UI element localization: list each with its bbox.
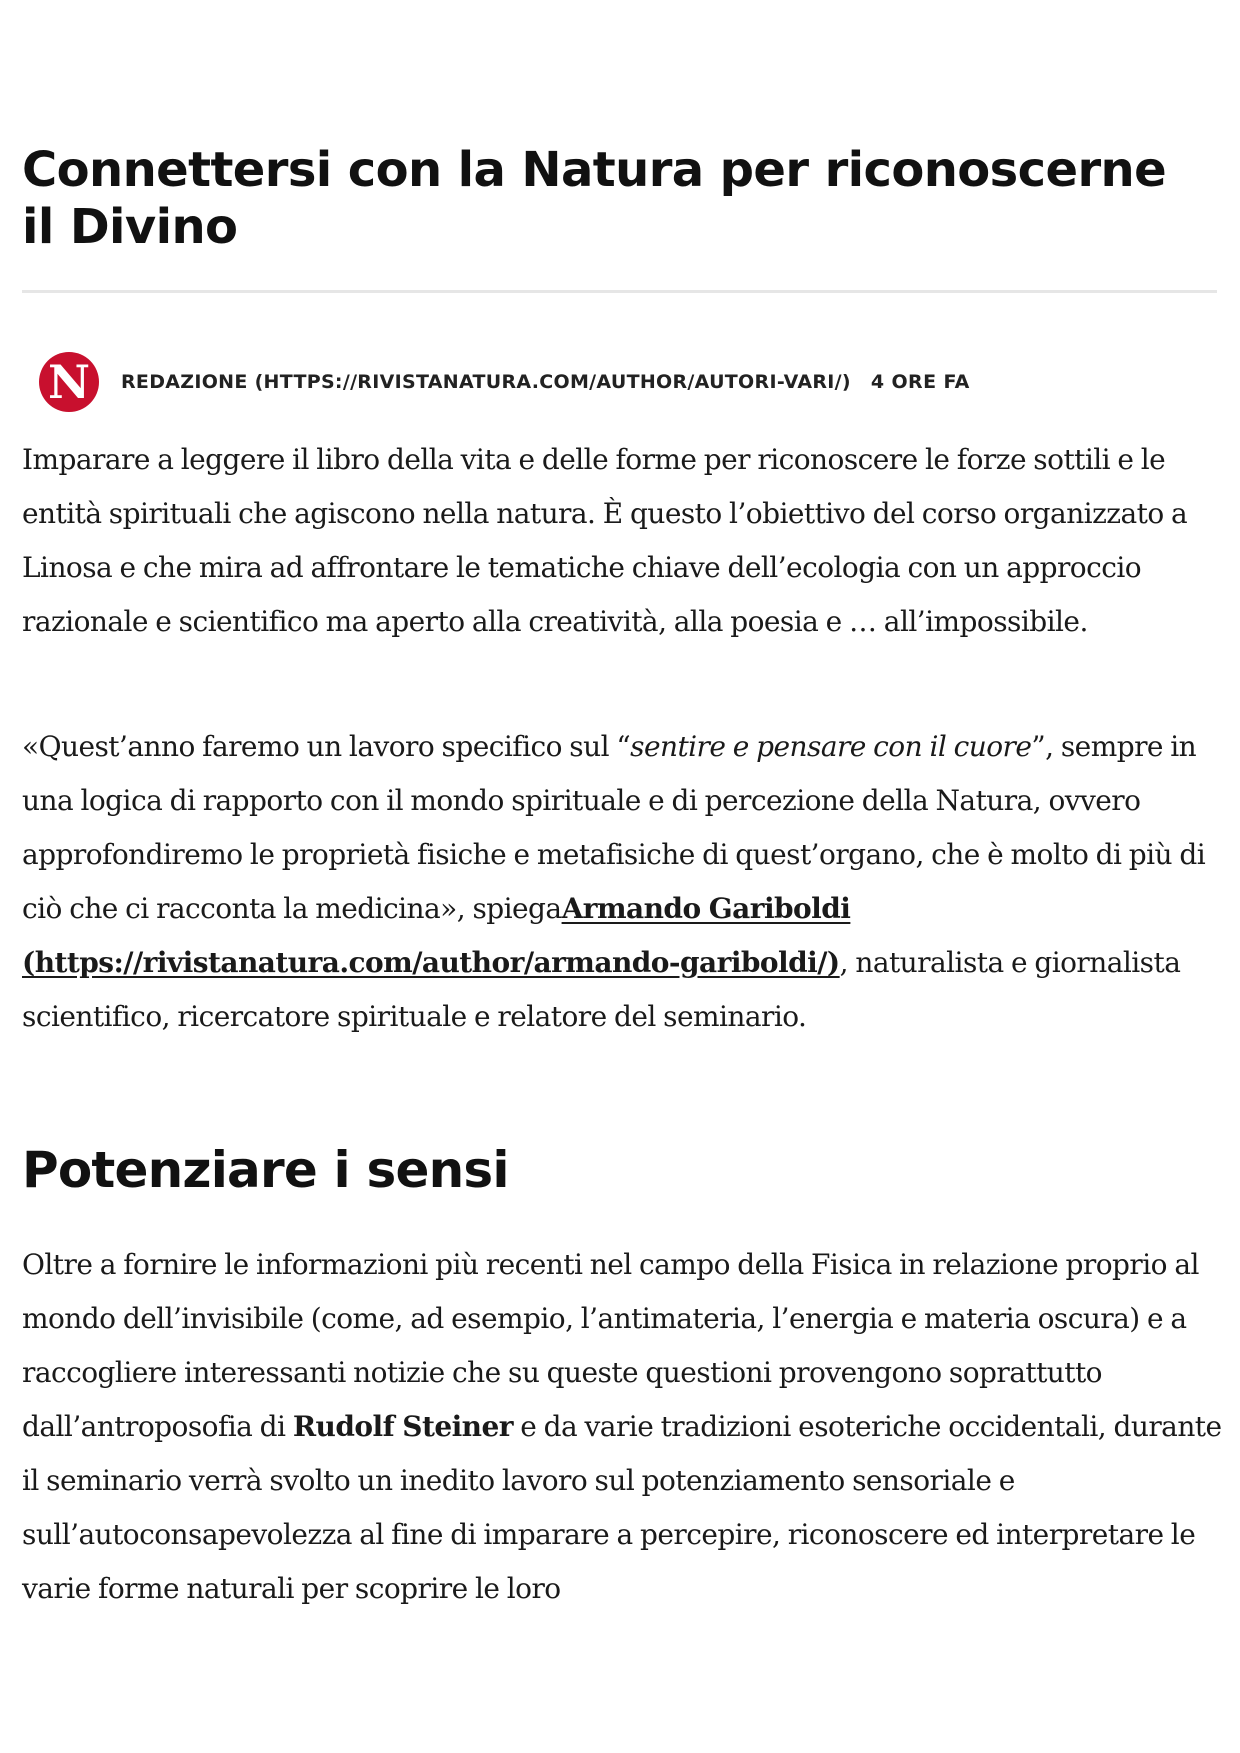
quote-text-end: , naturalista e giornalista scientifico, ricercatore spirituale e relatore del seminario. [22, 946, 1181, 1033]
paragraph-intro: Imparare a leggere il libro della vita e delle forme per riconoscere le forze sottili e le entità spirituali che agiscono nella natura. È questo l’obiettivo del corso organizzato a Linosa e che mira ad affrontare le tematiche chiave dell’ecologia con un approccio razionale e scientifico ma aperto alla creatività, alla poesia e … all’impossibile. [22, 443, 1188, 638]
svg-text:N: N [47, 355, 91, 409]
quote-emphasis: sentire e pensare con il cuore [630, 730, 1032, 763]
steiner-name: Rudolf Steiner [292, 1410, 513, 1443]
quote-text-middle: ”, sempre in una logica di rapporto con il mondo spirituale e di percezione della Natura, ovvero approfondiremo le proprietà fisiche e metafisiche di quest’organo, che è molto di più di ciò che ci racconta la medicina», spiega [22, 730, 1206, 925]
n-letter-icon [39, 352, 99, 412]
paragraph-quote [22, 720, 1222, 1044]
author-gariboldi-link[interactable]: Armando Gariboldi (https://rivistanatura.com/author/armando-gariboldi/) [22, 892, 851, 979]
senses-text-end: e da varie tradizioni esoteriche occidentali, durante il seminario verrà svolto un inedito lavoro sul potenziamento sensoriale e sull’autoconsapevolezza al fine di imparare a percepire, riconoscere ed interpretare le varie forme naturali per scoprire le loro [22, 1410, 1222, 1605]
byline [39, 352, 970, 412]
author-link[interactable]: REDAZIONE (HTTPS://RIVISTANATURA.COM/AUTHOR/AUTORI-VARI/) [121, 371, 851, 393]
publish-time: 4 ORE FA [870, 371, 970, 393]
section-heading: Potenziare i sensi [22, 1141, 509, 1199]
quote-text-start: «Quest’anno faremo un lavoro specifico sul “ [22, 730, 631, 763]
paragraph-senses [22, 1238, 1222, 1616]
publisher-logo-icon [39, 352, 99, 412]
senses-text-start: Oltre a fornire le informazioni più recenti nel campo della Fisica in relazione proprio al mondo dell’invisibile (come, ad esempio, l’antimateria, l’energia e materia oscura) e a raccogliere interessanti notizie che su queste questioni provengono soprattutto dall’antroposofia di [22, 1248, 1199, 1443]
article-title: Connettersi con la Natura per riconoscerne il Divino [22, 142, 1167, 255]
title-divider [22, 290, 1217, 293]
